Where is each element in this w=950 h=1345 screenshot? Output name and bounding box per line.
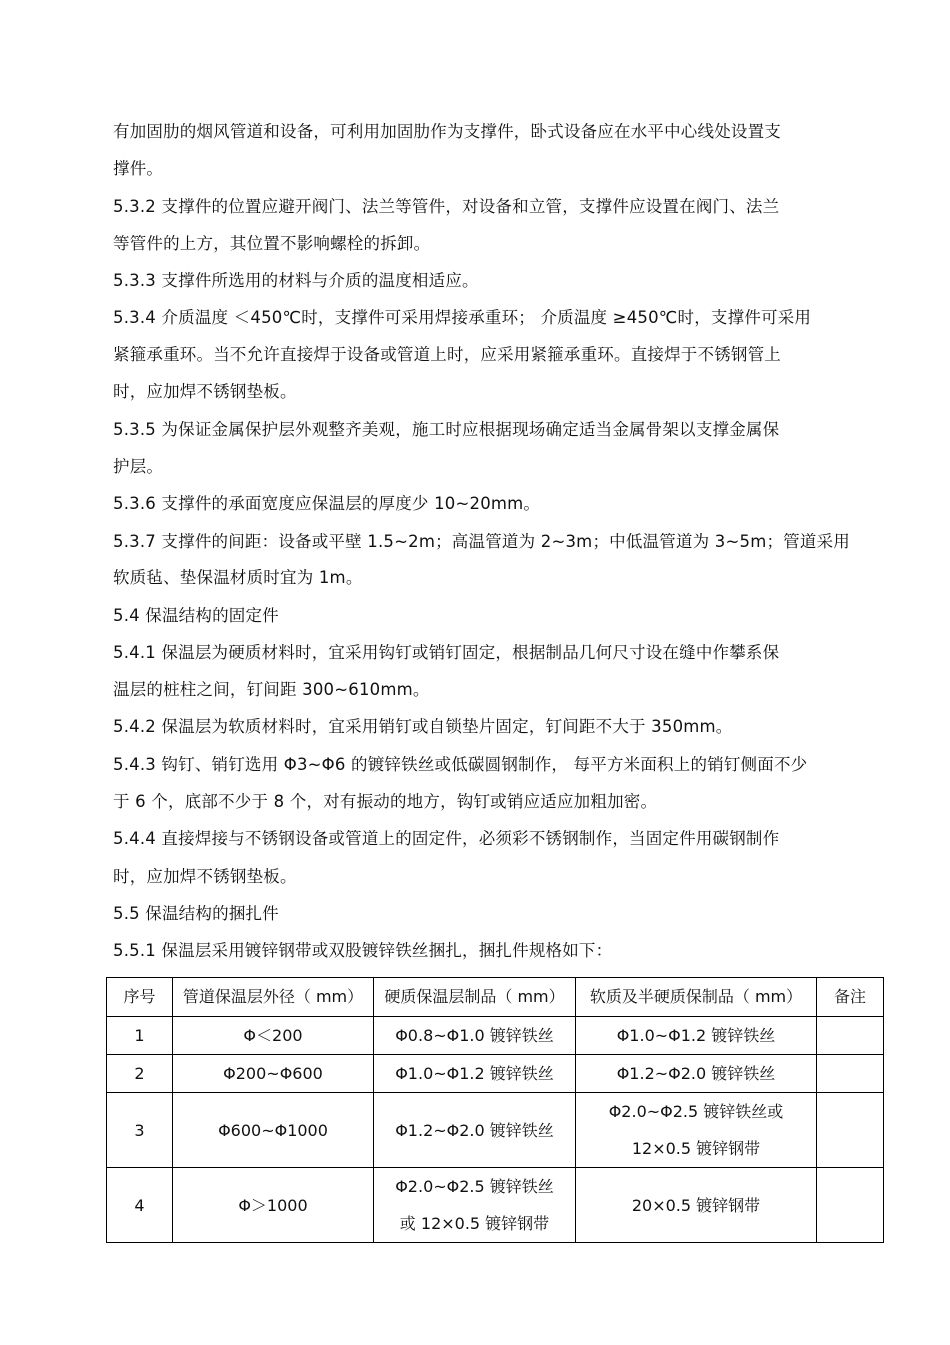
column-header-no: 序号 bbox=[107, 978, 173, 1017]
cell-soft bbox=[576, 1017, 817, 1055]
cell-diameter: Φ＜200 bbox=[173, 1017, 374, 1055]
text-line: 5.4.3 钩钉、销钉选用 Φ3~Φ6 的镀锌铁丝或低碳圆钢制作， 每平方米面积上的销钉侧面不少 bbox=[113, 755, 808, 774]
binding-spec-table bbox=[106, 977, 884, 1243]
text-line: 5.4.2 保温层为软质材料时，宜采用销钉或自锁垫片固定，钉间距不大于 350mm。 bbox=[113, 717, 733, 736]
cell-note bbox=[817, 1168, 884, 1243]
section-heading: 5.5 保温结构的捆扎件 bbox=[113, 904, 279, 923]
cell-note bbox=[817, 1093, 884, 1168]
text-line: 5.3.6 支撑件的承面宽度应保温层的厚度少 10~20mm。 bbox=[113, 494, 541, 513]
section-heading: 5.4 保温结构的固定件 bbox=[113, 606, 279, 625]
text-line: 于 6 个，底部不少于 8 个，对有振动的地方，钩钉或销应适应加粗加密。 bbox=[113, 792, 658, 811]
cell-hard bbox=[374, 1093, 576, 1168]
table-row bbox=[107, 1017, 884, 1055]
text-line: 撑件。 bbox=[113, 159, 164, 178]
cell-soft bbox=[576, 1055, 817, 1093]
cell-hard bbox=[374, 1055, 576, 1093]
text-line: 等管件的上方，其位置不影响螺栓的拆卸。 bbox=[113, 234, 431, 253]
text-line: 5.4.4 直接焊接与不锈钢设备或管道上的固定件，必须彩不锈钢制作，当固定件用碳钢制作 bbox=[113, 829, 780, 848]
cell-soft-line: Φ1.0~Φ1.2 镀锌铁丝 bbox=[616, 1026, 776, 1045]
column-header-hard: 硬质保温层制品（ mm） bbox=[374, 978, 576, 1017]
text-line: 护层。 bbox=[113, 457, 164, 476]
text-line: 软质毡、垫保温材质时宜为 1m。 bbox=[113, 568, 363, 587]
cell-soft-line: 20×0.5 镀锌钢带 bbox=[631, 1195, 761, 1215]
cell-no: 1 bbox=[107, 1017, 173, 1055]
text-line: 时，应加焊不锈钢垫板。 bbox=[113, 382, 297, 401]
column-header-diameter: 管道保温层外径（ mm） bbox=[173, 978, 374, 1017]
text-line: 时，应加焊不锈钢垫板。 bbox=[113, 867, 297, 886]
column-header-soft: 软质及半硬质保制品（ mm） bbox=[576, 978, 817, 1017]
column-header-note: 备注 bbox=[817, 978, 884, 1017]
cell-soft bbox=[576, 1168, 817, 1243]
cell-hard-line: Φ1.2~Φ2.0 镀锌铁丝 bbox=[395, 1120, 554, 1140]
text-line: 5.3.4 介质温度 ＜450℃时，支撑件可采用焊接承重环； 介质温度 ≥450℃时，支撑件可采用 bbox=[113, 308, 812, 327]
text-line: 温层的桩柱之间，钉间距 300~610mm。 bbox=[113, 680, 430, 699]
text-line: 5.3.3 支撑件所选用的材料与介质的温度相适应。 bbox=[113, 271, 479, 290]
cell-no: 3 bbox=[107, 1093, 173, 1168]
text-line: 5.3.7 支撑件的间距：设备或平壁 1.5~2m；高温管道为 2~3m；中低温管道为 3~5m；管道采用 bbox=[113, 532, 850, 551]
text-line: 5.4.1 保温层为硬质材料时，宜采用钩钉或销钉固定，根据制品几何尺寸设在缝中作攀系保 bbox=[113, 643, 780, 662]
cell-soft-line: Φ2.0~Φ2.5 镀锌铁丝或 bbox=[608, 1102, 784, 1121]
cell-diameter: Φ600~Φ1000 bbox=[173, 1093, 374, 1168]
cell-soft-line: 12×0.5 镀锌钢带 bbox=[631, 1139, 761, 1158]
cell-hard bbox=[374, 1017, 576, 1055]
cell-no: 2 bbox=[107, 1055, 173, 1093]
text-line: 紧箍承重环。当不允许直接焊于设备或管道上时，应采用紧箍承重环。直接焊于不锈钢管上 bbox=[113, 345, 781, 364]
cell-hard-line: Φ2.0~Φ2.5 镀锌铁丝 bbox=[395, 1177, 554, 1196]
cell-no: 4 bbox=[107, 1168, 173, 1243]
cell-hard bbox=[374, 1168, 576, 1243]
cell-hard-line: 或 12×0.5 镀锌钢带 bbox=[399, 1214, 550, 1233]
table-header-row bbox=[107, 978, 884, 1017]
table-row bbox=[107, 1055, 884, 1093]
table-row bbox=[107, 1093, 884, 1168]
text-line: 5.3.2 支撑件的位置应避开阀门、法兰等管件，对设备和立管，支撑件应设置在阀门、法兰 bbox=[113, 197, 780, 216]
table-row bbox=[107, 1168, 884, 1243]
cell-note bbox=[817, 1017, 884, 1055]
text-line: 5.5.1 保温层采用镀锌钢带或双股镀锌铁丝捆扎，捆扎件规格如下： bbox=[113, 941, 613, 960]
cell-diameter: Φ200~Φ600 bbox=[173, 1055, 374, 1093]
cell-hard-line: Φ0.8~Φ1.0 镀锌铁丝 bbox=[395, 1026, 554, 1045]
text-line: 5.3.5 为保证金属保护层外观整齐美观，施工时应根据现场确定适当金属骨架以支撑金属保 bbox=[113, 420, 780, 439]
cell-hard-line: Φ1.0~Φ1.2 镀锌铁丝 bbox=[395, 1064, 554, 1083]
cell-note bbox=[817, 1055, 884, 1093]
cell-diameter: Φ＞1000 bbox=[173, 1168, 374, 1243]
text-line: 有加固肋的烟风管道和设备，可利用加固肋作为支撑件，卧式设备应在水平中心线处设置支 bbox=[113, 122, 781, 141]
cell-soft-line: Φ1.2~Φ2.0 镀锌铁丝 bbox=[616, 1064, 776, 1083]
cell-soft bbox=[576, 1093, 817, 1168]
